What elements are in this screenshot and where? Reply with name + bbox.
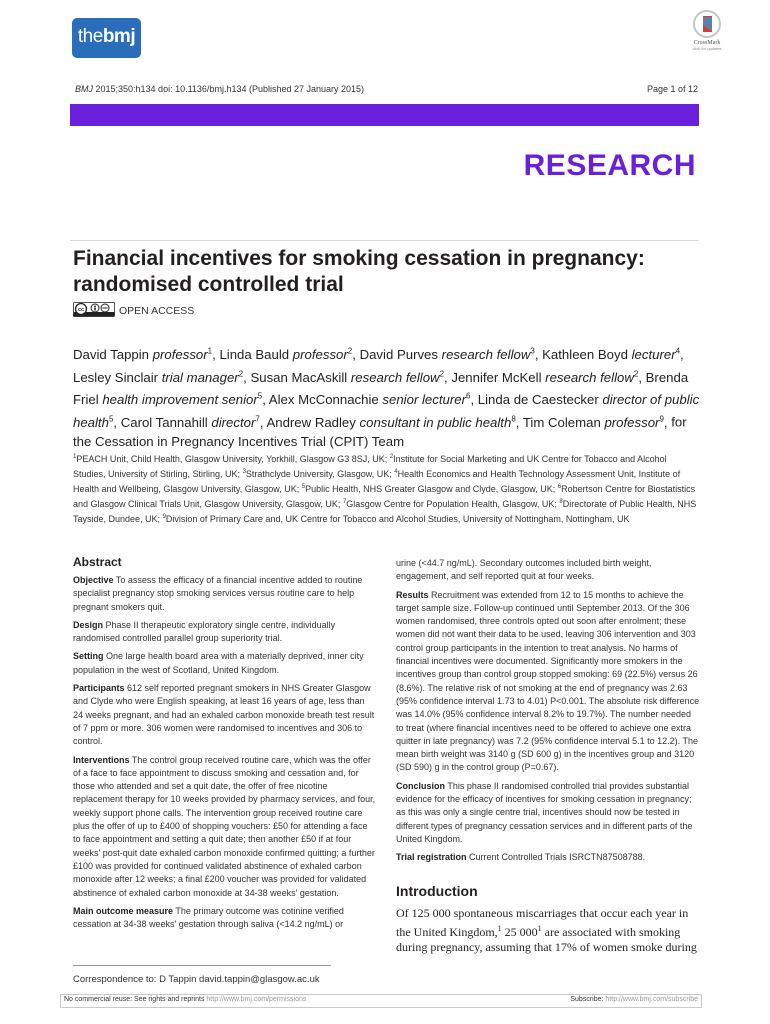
affil-ref: 6 — [557, 484, 562, 490]
abstract-text: The primary outcome was cotinine verified cessation at 34-38 weeks' gestation through saliva (<14.2 ng/mL) or — [73, 905, 344, 930]
affiliations — [73, 451, 701, 526]
crossmark-badge[interactable] — [687, 10, 727, 56]
citation-journal: BMJ — [75, 84, 93, 94]
author-separator: , — [470, 392, 478, 408]
affil-ref: 8 — [559, 499, 563, 505]
abstract-text: One large health board area with a materially deprived, inner city population in the west of Scotland, United Kingdom. — [73, 651, 364, 675]
author-role: professor — [604, 414, 660, 430]
header-accent-bar — [70, 104, 699, 126]
author — [451, 370, 645, 385]
open-access-label: OPEN ACCESS — [119, 305, 195, 317]
subscribe-link[interactable]: http://www.bmj.com/subscribe — [605, 996, 698, 1003]
author-name: David Tappin — [73, 347, 150, 363]
abstract-paragraph — [73, 682, 377, 748]
author-name: Linda Bauld — [219, 347, 290, 363]
author-role: research fellow — [545, 369, 634, 385]
author-affil-ref: 7 — [255, 414, 260, 424]
abstract-label: Objective — [73, 575, 114, 585]
correspondence: Correspondence to: D Tappin david.tappin@glasgow.ac.uk — [73, 974, 320, 985]
abstract-paragraph — [396, 851, 701, 864]
author-separator: , — [259, 414, 267, 430]
author — [266, 415, 522, 430]
author-name: Brenda Friel — [73, 369, 689, 408]
author-name: Lesley Sinclair — [73, 369, 159, 385]
abstract-text: Recruitment was extended from 12 to 15 months to achieve the target sample size. Follow-up continued until September 2013. Of the 306 women randomised, three controls opted out soon after enrolment; these women did not want their data to be used, leaving 306 intervention and 303 control group participants in the intention to treat analysis. No harms of financial incentives were documented. Significantly more smokers in the incentives group than control group stopped smoking: 69 (22.5%) versus 26 (8.6%). The relative risk of not smoking at the end of pregnancy was 2.63 (95% confidence interval 1.73 to 4.01) P<0.001. The absolute risk difference was 14.0% (95% confidence interval 8.2% to 19.7%). The number needed to treat (where financial incentives need to be offered to achieve one extra quitter in late pregnancy) was 7.2 (95% confidence interval 5.1 to 12.2). The mean birth weight was 3140 g (SD 600 g) in the incentives group and 3120 (SD 590) g in the control group (P=0.67). — [396, 589, 700, 773]
author-affil-ref: 2 — [347, 347, 353, 356]
creative-commons-icon — [73, 302, 115, 317]
footer-subscribe-label: Subscribe: — [570, 996, 606, 1003]
author-affil-ref: 6 — [465, 391, 471, 401]
author-affil-ref: 4 — [675, 347, 681, 356]
abstract-label: Setting — [73, 651, 104, 662]
abstract-text: 612 self reported pregnant smokers in NHS Greater Glasgow and Clyde who were English speaking, at least 16 years of age, less than 24 weeks pregnant, and had an exhaled carbon monoxide breath test result of 7 ppm or more. 306 women were randomised to incentives and 306 to control. — [73, 683, 375, 747]
author-separator: , — [638, 369, 646, 385]
affil-ref: 3 — [242, 469, 246, 475]
author — [73, 370, 250, 385]
author-role: lecturer — [631, 347, 676, 363]
crossmark-label: CrossMark — [693, 40, 721, 46]
bmj-logo[interactable] — [72, 18, 141, 58]
abstract-paragraph — [73, 574, 377, 614]
footer-subscribe — [570, 996, 698, 1003]
author-affil-ref: 2 — [439, 369, 445, 379]
author-affil-ref: 5 — [257, 391, 263, 401]
abstract-label: Design — [73, 619, 104, 630]
author-role: professor — [292, 347, 348, 363]
crossmark-icon — [693, 10, 721, 38]
citation-line — [75, 84, 364, 94]
abstract-text: The control group received routine care, which was the offer of a face to face appointment to discuss smoking and cessation and, for those who attended and set a quit date, the offer of free nicotine replacement therapy for 10 weeks provided by pharmacy services, and four, weekly support phone calls. The intervention group received routine care plus the offer of up to £400 of shopping vouchers: £50 for attending a face to face appointment and setting a quit date; then another £50 if at four weeks' post-quit date exhaled carbon monoxide confirmed quitting; a further £100 was provided for continued validated abstinence of exhaled carbon monoxide after 12 weeks; a final £200 voucher was provided for validated abstinence of exhaled carbon monoxide at 34-38 weeks' gestation. — [73, 754, 376, 898]
abstract-text: Phase II therapeutic exploratory single centre, individually randomised controlled parallel group superiority trial. — [73, 619, 336, 644]
intro-ref-1: 1 — [497, 924, 502, 933]
affil-ref: 5 — [301, 484, 306, 490]
author-separator: , — [515, 414, 523, 430]
affiliation: Strathclyde University, Glasgow, UK; — [245, 469, 395, 479]
article-title: Financial incentives for smoking cessation in pregnancy: randomised controlled trial — [73, 247, 645, 296]
abstract-label: Participants — [73, 683, 125, 694]
footer-rights — [64, 996, 306, 1003]
abstract-text: urine (<44.7 ng/mL). Secondary outcomes included birth weight, engagement, and self reported quit at four weeks. — [396, 558, 652, 582]
affil-ref: 1 — [73, 454, 77, 460]
author — [73, 347, 219, 362]
abstract-heading: Abstract — [73, 555, 122, 569]
author — [542, 347, 684, 362]
abstract-label: Conclusion — [396, 780, 445, 791]
page-number: Page 1 of 12 — [646, 84, 698, 94]
author-name: Linda de Caestecker — [477, 392, 599, 408]
author-name: Susan MacAskill — [250, 369, 348, 385]
introduction-text — [396, 906, 701, 955]
affiliation: PEACH Unit, Child Health, Glasgow University, Yorkhill, Glasgow G3 8SJ, UK; — [76, 454, 390, 464]
author-separator: , — [262, 392, 269, 408]
author-role: trial manager — [161, 369, 239, 385]
author-affil-ref: 9 — [659, 414, 664, 424]
affiliation: Robertson Centre for Biostatistics and Glasgow Clinical Trials Unit, Glasgow University, Glasgow, UK; — [73, 484, 696, 509]
author-name: Jennifer McKell — [451, 369, 542, 385]
abstract-paragraph — [73, 905, 377, 932]
author-separator: , — [663, 414, 672, 430]
author-role: consultant in public health — [359, 414, 512, 430]
affil-ref: 9 — [162, 514, 166, 520]
affiliation: Public Health, NHS Greater Glasgow and Clyde, Glasgow, UK; — [305, 484, 558, 494]
author — [523, 415, 671, 430]
affiliation: Division of Primary Care and, UK Centre for Tobacco and Alcohol Studies, University of Nottingham, Nottingham, UK — [165, 514, 630, 524]
abstract-label: Trial registration — [396, 852, 467, 863]
crossmark-sub: click for updates — [692, 46, 722, 51]
introduction-heading: Introduction — [396, 883, 478, 899]
author-name: Andrew Radley — [266, 414, 356, 430]
author-separator: , — [352, 347, 360, 363]
abstract-label: Interventions — [73, 754, 130, 765]
affiliation: Health Economics and Health Technology Assessment Unit, Institute of Health and Wellbeing, Glasgow University, Glasgow, UK; — [73, 469, 681, 494]
author-affil-ref: 3 — [530, 347, 535, 356]
intro-text-c: are associated with smoking during pregnancy, assuming that 17% of women smoke during — [396, 925, 697, 954]
section-label: RESEARCH — [523, 149, 696, 182]
affiliation: Glasgow Centre for Population Health, Glasgow, UK; — [346, 499, 560, 509]
author-role: professor — [152, 347, 208, 363]
abstract-paragraph — [396, 557, 701, 584]
author — [219, 347, 359, 362]
affil-ref: 2 — [389, 454, 394, 460]
author-separator: , — [680, 347, 684, 363]
logo-prefix: the — [77, 26, 103, 47]
author — [360, 347, 543, 362]
author-list — [73, 342, 703, 451]
abstract-label: Main outcome measure — [73, 905, 174, 916]
author — [121, 415, 267, 430]
author-affil-ref: 1 — [207, 347, 213, 356]
author-affil-ref: 2 — [633, 369, 639, 379]
abstract-paragraph — [73, 619, 377, 646]
affil-ref: 7 — [342, 499, 347, 505]
abstract-text: To assess the efficacy of a financial incentive added to routine specialist pregnancy stop smoking services versus routine care to help pregnant smokers quit. — [73, 575, 363, 612]
permissions-link[interactable]: http://www.bmj.com/permissions — [206, 996, 307, 1003]
intro-ref-2: 1 — [537, 924, 542, 933]
citation-details: 2015;350:h134 doi: 10.1136/bmj.h134 (Published 27 January 2015) — [93, 84, 365, 94]
author-name: Alex McConnachie — [268, 392, 379, 408]
intro-text-a: Of 125 000 spontaneous miscarriages that occur each year in the United Kingdom, — [396, 906, 689, 939]
author-separator: , — [534, 347, 543, 363]
abstract-paragraph — [73, 650, 377, 677]
abstract-text: Current Controlled Trials ISRCTN87508788. — [466, 852, 646, 863]
abstract-label: Results — [396, 589, 429, 600]
author-role: research fellow — [441, 347, 531, 363]
author-affil-ref: 2 — [238, 369, 244, 379]
author-separator: , — [444, 369, 452, 385]
author-affil-ref: 8 — [511, 414, 516, 424]
author-role: director — [211, 414, 256, 430]
footnote-divider — [73, 965, 331, 966]
abstract-paragraph — [73, 754, 377, 900]
abstract-paragraph — [396, 589, 701, 775]
divider — [70, 240, 699, 241]
author-role: research fellow — [350, 369, 440, 385]
abstract-text: This phase II randomised controlled trial provides substantial evidence for the efficacy of incentives for smoking cessation in pregnancy; as this was only a single centre trial, incentives should now be tested in different types of pregnancy cessation services and in different parts of the United Kingdom. — [396, 780, 693, 844]
author-name: Tim Coleman — [522, 414, 601, 430]
abstract-right-column — [396, 557, 701, 870]
author-name: Kathleen Boyd — [542, 347, 628, 363]
intro-text-b: 25 000 — [501, 925, 538, 939]
affiliation: Institute for Social Marketing and UK Centre for Tobacco and Alcohol Studies, University of Stirling, Stirling, UK; — [73, 454, 667, 479]
abstract-paragraph — [396, 780, 701, 846]
author-name: David Purves — [359, 347, 438, 363]
affiliation: Directorate of Public Health, NHS Tayside, Dundee, UK; — [73, 499, 697, 524]
author-name: Carol Tannahill — [120, 414, 208, 430]
author-affil-ref: 5 — [108, 414, 114, 424]
footer-rights-label: No commercial reuse: See rights and reprints — [64, 996, 207, 1003]
svg-text:cc: cc — [77, 307, 85, 313]
author-role: director of public health — [73, 392, 700, 430]
author — [250, 370, 451, 385]
logo-brand: bmj — [102, 26, 136, 47]
author-separator: , — [212, 347, 220, 363]
abstract-left-column — [73, 574, 377, 936]
affil-ref: 4 — [394, 469, 398, 475]
author-role: health improvement senior — [102, 392, 258, 408]
authors-tail: for the Cessation in Pregnancy Incentives Trial (CPIT) Team — [73, 414, 687, 449]
author-separator: , — [113, 414, 121, 430]
author-separator: , — [243, 369, 251, 385]
author — [269, 392, 478, 407]
author-role: senior lecturer — [382, 392, 466, 408]
